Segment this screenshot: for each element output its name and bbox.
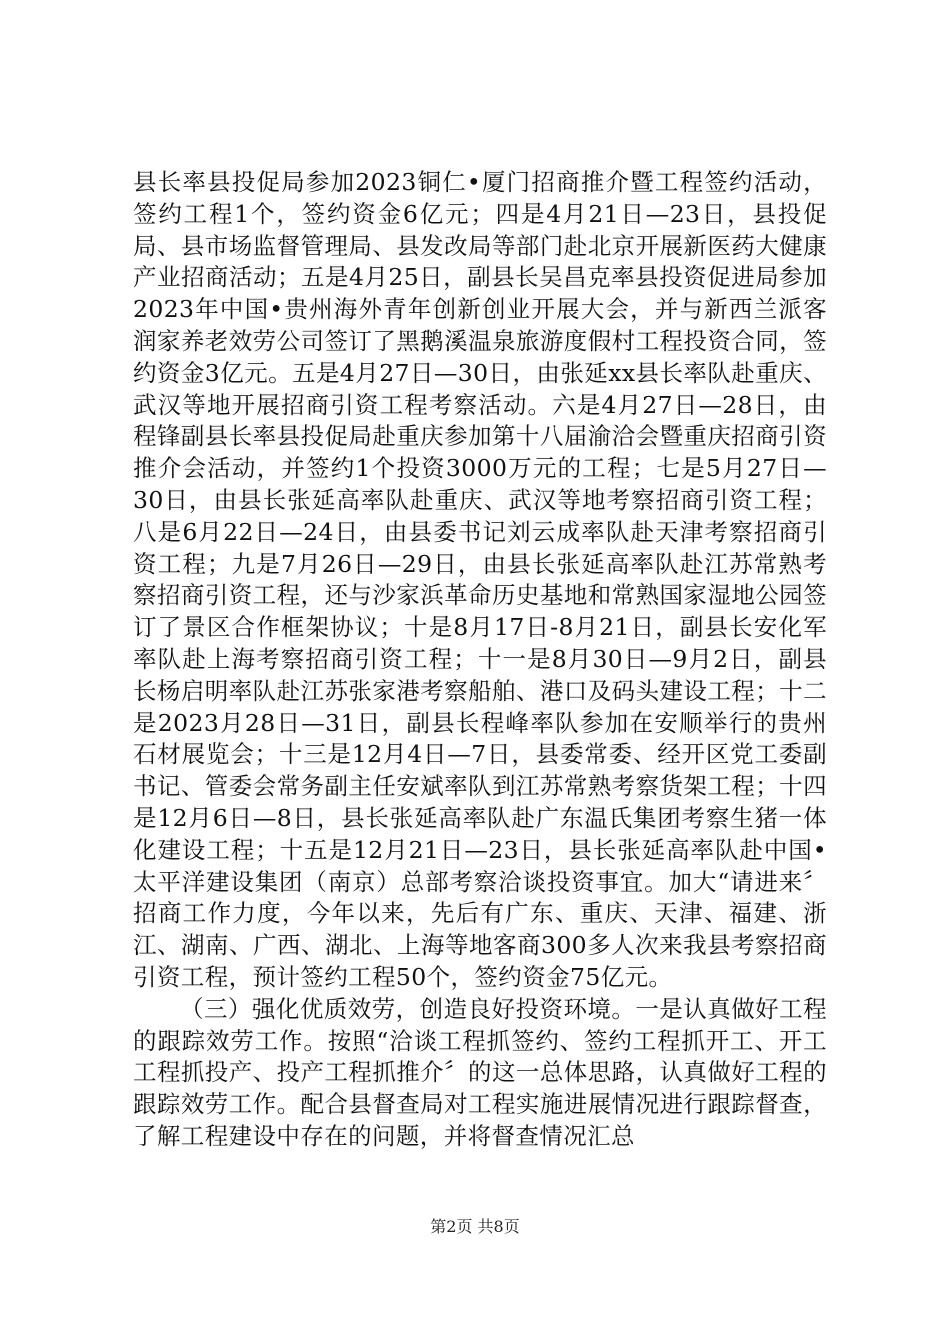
document-body	[133, 167, 827, 1153]
body-paragraph-2: （三）强化优质效劳，创造良好投资环境。一是认真做好工程的跟踪效劳工作。按照“洽谈工程抓签约、签约工程抓开工、开工工程抓投产、投产工程抓推介〞的这一总体思路，认真做好工程的跟踪效劳工作。配合县督查局对工程实施进展情况进行跟踪督查，了解工程建设中存在的问题，并将督查情况汇总	[133, 994, 827, 1150]
page-footer-number: 第2页 共8页	[430, 1217, 520, 1236]
body-paragraph-1: 县长率县投促局参加2023铜仁•厦门招商推介暨工程签约活动，签约工程1个，签约资金6亿元；四是4月21日—23日，县投促局、县市场监督管理局、县发改局等部门赴北京开展新医药大健康产业招商活动；五是4月25日，副县长吴昌克率县投资促进局参加2023年中国•贵州海外青年创新创业开展大会，并与新西兰派客润家养老效劳公司签订了黑鹅溪温泉旅游度假村工程投资合同，签约资金3亿元。五是4月27日—30日，由张延xx县长率队赴重庆、武汉等地开展招商引资工程考察活动。六是4月27日—28日，由程锋副县长率县投促局赴重庆参加第十八届渝洽会暨重庆招商引资推介会活动，并签约1个投资3000万元的工程；七是5月27日—30日，由县长张延高率队赴重庆、武汉等地考察招商引资工程；八是6月22日—24日，由县委书记刘云成率队赴天津考察招商引资工程；九是7月26日—29日，由县长张延高率队赴江苏常熟考察招商引资工程，还与沙家浜革命历史基地和常熟国家湿地公园签订了景区合作框架协议；十是8月17日-8月21日，副县长安化军率队赴上海考察招商引资工程；十一是8月30日—9月2日，副县长杨启明率队赴江苏张家港考察船舶、港口及码头建设工程；十二是2023月28日—31日，副县长程峰率队参加在安顺举行的贵州石材展览会；十三是12月4日—7日，县委常委、经开区党工委副书记、管委会常务副主任安斌率队到江苏常熟考察货架工程；十四是12月6日—8日，县长张延高率队赴广东温氏集团考察生猪一体化建设工程；十五是12月21日—23日，县长张延高率队赴中国•太平洋建设集团（南京）总部考察洽谈投资事宜。加大“请进来〞招商工作力度，今年以来，先后有广东、重庆、天津、福建、浙江、湖南、广西、湖北、上海等地客商300多人次来我县考察招商引资工程，预计签约工程50个，签约资金75亿元。	[133, 168, 827, 991]
